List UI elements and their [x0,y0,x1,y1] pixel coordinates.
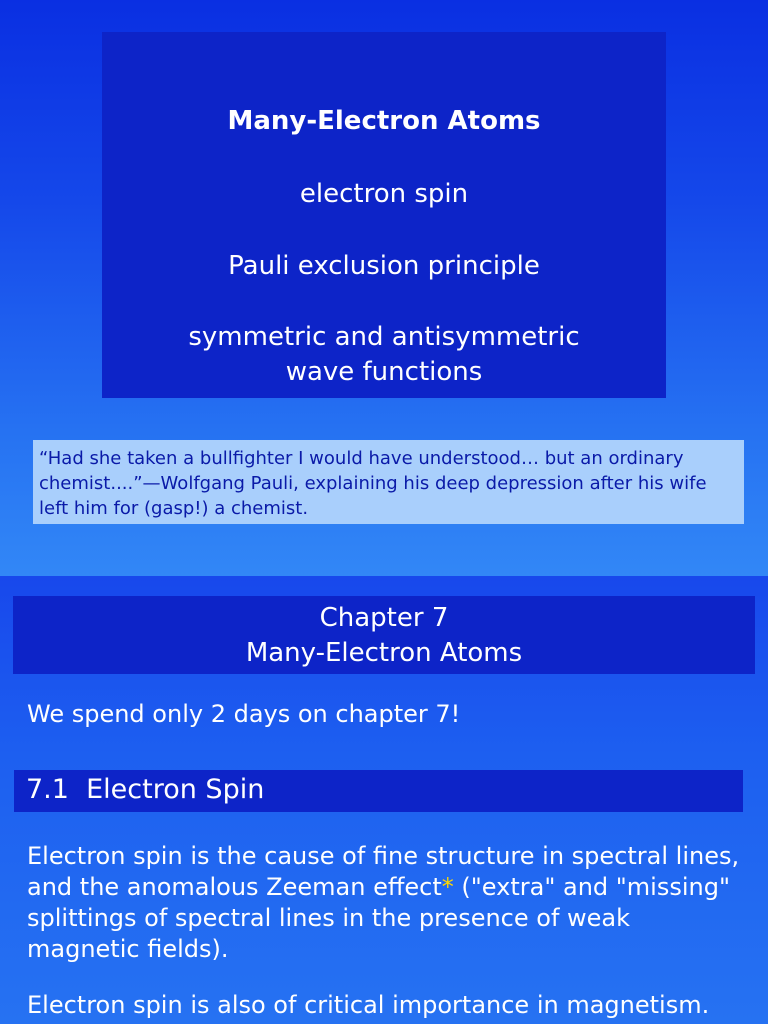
pauli-quote-box [33,440,744,524]
quote-line-1: “Had she taken a bullfighter I would have understood… but an ordinary [39,448,684,469]
chapter-title: Many-Electron Atoms [245,638,523,668]
schedule-note: We spend only 2 days on chapter 7! [27,700,461,728]
footnote-star: * [441,873,454,901]
topic-symmetric: symmetric and antisymmetric [188,322,580,352]
paragraph-1-continuation: ("extra" and "missing" splittings of spectral lines in the presence of weak magnetic fields). [27,873,731,963]
paragraph-fine-structure [27,841,747,965]
topic-pauli-exclusion: Pauli exclusion principle [228,251,540,281]
section-heading-bar [14,770,743,812]
chapter-title-box [13,596,755,674]
topic-electron-spin: electron spin [299,179,469,209]
section-heading: 7.1 Electron Spin [26,774,265,805]
topic-wave-functions: wave functions [285,357,483,387]
paragraph-magnetism: Electron spin is also of critical importance in magnetism. [27,991,710,1019]
paragraph-1-text: Electron spin is the cause of fine structure in spectral lines, and the anomalous Zeeman effect [27,842,740,901]
title-box [102,32,666,398]
chapter-number: Chapter 7 [319,603,449,633]
quote-line-2: chemist....”—Wolfgang Pauli, explaining his deep depression after his wife [39,473,707,494]
quote-line-3: left him for (gasp!) a chemist. [39,498,309,519]
slide-title: Many-Electron Atoms [227,106,541,136]
